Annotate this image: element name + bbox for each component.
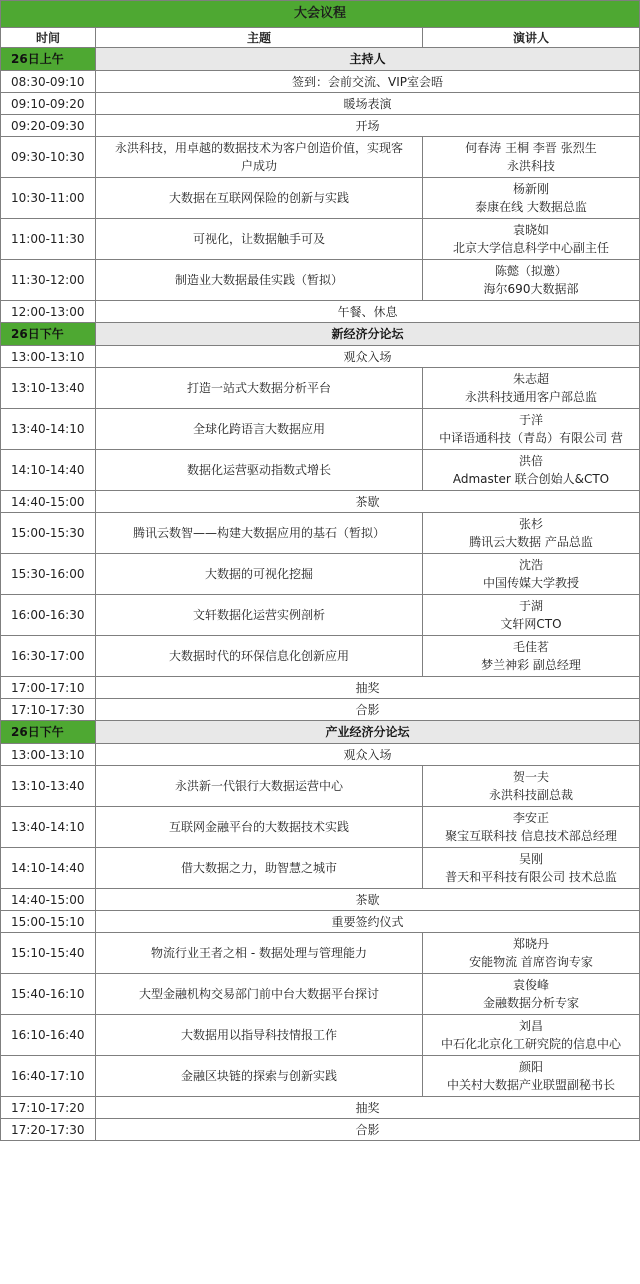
speaker-name: 于洋 bbox=[518, 413, 543, 427]
event-cell: 签到：会前交流、VIP室会晤 bbox=[96, 71, 640, 93]
agenda-row bbox=[1, 71, 640, 93]
speaker-name: 何春涛 王桐 李晋 张烈生 bbox=[465, 141, 597, 155]
section-day: 26日上午 bbox=[1, 48, 96, 71]
speaker-name: 贺一夫 bbox=[512, 770, 549, 784]
event-cell: 暖场表演 bbox=[96, 93, 640, 115]
time-cell: 17:10-17:30 bbox=[1, 699, 96, 721]
speaker-name: 杨新刚 bbox=[512, 182, 549, 196]
speaker-name: 毛佳茗 bbox=[512, 640, 549, 654]
topic-cell bbox=[96, 933, 423, 974]
topic-line: 户成功 bbox=[240, 159, 277, 173]
speaker-cell bbox=[423, 636, 640, 677]
agenda-row bbox=[1, 807, 640, 848]
topic-line: 永洪新一代银行大数据运营中心 bbox=[174, 779, 343, 793]
speaker-cell bbox=[423, 974, 640, 1015]
time-cell: 15:00-15:30 bbox=[1, 513, 96, 554]
speaker-name: 袁俊峰 bbox=[512, 978, 549, 992]
speaker-title: 聚宝互联科技 信息技术部总经理 bbox=[445, 829, 617, 843]
agenda-row bbox=[1, 974, 640, 1015]
speaker-name: 袁晓如 bbox=[512, 223, 549, 237]
agenda-row bbox=[1, 911, 640, 933]
speaker-title: 普天和平科技有限公司 技术总监 bbox=[445, 870, 617, 884]
time-cell: 11:00-11:30 bbox=[1, 219, 96, 260]
topic-line: 大数据的可视化挖掘 bbox=[204, 567, 313, 581]
topic-line: 物流行业王者之相 - 数据处理与管理能力 bbox=[151, 946, 367, 960]
speaker-cell bbox=[423, 848, 640, 889]
event-cell: 开场 bbox=[96, 115, 640, 137]
speaker-cell bbox=[423, 409, 640, 450]
topic-line: 永洪科技，用卓越的数据技术为客户创造价值，实现客 bbox=[114, 141, 403, 155]
agenda-row bbox=[1, 889, 640, 911]
time-cell: 14:40-15:00 bbox=[1, 889, 96, 911]
time-cell: 13:10-13:40 bbox=[1, 368, 96, 409]
agenda-row bbox=[1, 450, 640, 491]
topic-line: 可视化，让数据触手可及 bbox=[192, 232, 325, 246]
speaker-name: 于湖 bbox=[518, 599, 543, 613]
agenda-row bbox=[1, 699, 640, 721]
agenda-row bbox=[1, 744, 640, 766]
agenda-row bbox=[1, 554, 640, 595]
time-cell: 13:40-14:10 bbox=[1, 409, 96, 450]
agenda-row bbox=[1, 346, 640, 368]
topic-cell bbox=[96, 450, 423, 491]
topic-cell bbox=[96, 137, 423, 178]
speaker-title: 海尔690大数据部 bbox=[483, 282, 579, 296]
speaker-cell bbox=[423, 766, 640, 807]
time-cell: 16:40-17:10 bbox=[1, 1056, 96, 1097]
topic-cell bbox=[96, 260, 423, 301]
speaker-name: 陈懿（拟邀） bbox=[494, 264, 567, 278]
agenda-row bbox=[1, 137, 640, 178]
speaker-cell bbox=[423, 1056, 640, 1097]
speaker-name: 张杉 bbox=[518, 517, 543, 531]
time-cell: 13:10-13:40 bbox=[1, 766, 96, 807]
speaker-cell bbox=[423, 807, 640, 848]
time-cell: 14:40-15:00 bbox=[1, 491, 96, 513]
event-cell: 抽奖 bbox=[96, 1097, 640, 1119]
speaker-name: 李安正 bbox=[512, 811, 549, 825]
topic-line: 大数据在互联网保险的创新与实践 bbox=[168, 191, 349, 205]
topic-cell bbox=[96, 178, 423, 219]
time-cell: 11:30-12:00 bbox=[1, 260, 96, 301]
column-header-row bbox=[1, 28, 640, 48]
speaker-title: 北京大学信息科学中心副主任 bbox=[452, 241, 609, 255]
topic-line: 大数据时代的环保信息化创新应用 bbox=[168, 649, 349, 663]
agenda-row bbox=[1, 301, 640, 323]
time-cell: 08:30-09:10 bbox=[1, 71, 96, 93]
topic-cell bbox=[96, 848, 423, 889]
header-topic: 主题 bbox=[96, 28, 423, 48]
speaker-cell bbox=[423, 1015, 640, 1056]
speaker-title: 永洪科技 bbox=[506, 159, 555, 173]
agenda-row bbox=[1, 595, 640, 636]
agenda-row bbox=[1, 1056, 640, 1097]
section-header-row bbox=[1, 323, 640, 346]
topic-cell bbox=[96, 219, 423, 260]
agenda-title: 大会议程 bbox=[1, 1, 640, 28]
speaker-name: 郑晓丹 bbox=[512, 937, 549, 951]
time-cell: 15:30-16:00 bbox=[1, 554, 96, 595]
header-speaker: 演讲人 bbox=[423, 28, 640, 48]
speaker-name: 沈浩 bbox=[518, 558, 543, 572]
topic-line: 打造一站式大数据分析平台 bbox=[186, 381, 331, 395]
speaker-name: 朱志超 bbox=[512, 372, 549, 386]
topic-line: 全球化跨语言大数据应用 bbox=[192, 422, 325, 436]
topic-cell bbox=[96, 513, 423, 554]
speaker-title: 中石化北京化工研究院的信息中心 bbox=[440, 1037, 621, 1051]
speaker-name: 颜阳 bbox=[518, 1060, 543, 1074]
speaker-title: 永洪科技通用客户部总监 bbox=[464, 390, 597, 404]
agenda-title-row bbox=[1, 1, 640, 28]
speaker-title: 文轩网CTO bbox=[500, 617, 562, 631]
event-cell: 重要签约仪式 bbox=[96, 911, 640, 933]
agenda-row bbox=[1, 636, 640, 677]
speaker-cell bbox=[423, 554, 640, 595]
agenda-row bbox=[1, 115, 640, 137]
agenda-row bbox=[1, 766, 640, 807]
topic-cell bbox=[96, 595, 423, 636]
speaker-cell bbox=[423, 219, 640, 260]
speaker-cell bbox=[423, 368, 640, 409]
event-cell: 合影 bbox=[96, 1119, 640, 1141]
speaker-title: 泰康在线 大数据总监 bbox=[475, 200, 587, 214]
time-cell: 15:40-16:10 bbox=[1, 974, 96, 1015]
time-cell: 17:20-17:30 bbox=[1, 1119, 96, 1141]
time-cell: 14:10-14:40 bbox=[1, 848, 96, 889]
time-cell: 09:10-09:20 bbox=[1, 93, 96, 115]
topic-cell bbox=[96, 636, 423, 677]
time-cell: 09:20-09:30 bbox=[1, 115, 96, 137]
agenda-row bbox=[1, 178, 640, 219]
header-time: 时间 bbox=[1, 28, 96, 48]
section-title: 产业经济分论坛 bbox=[96, 721, 640, 744]
time-cell: 10:30-11:00 bbox=[1, 178, 96, 219]
section-day: 26日下午 bbox=[1, 323, 96, 346]
agenda-row bbox=[1, 677, 640, 699]
speaker-name: 洪倍 bbox=[518, 454, 543, 468]
topic-line: 腾讯云数智——构建大数据应用的基石（暂拟） bbox=[132, 526, 385, 540]
speaker-cell bbox=[423, 933, 640, 974]
agenda-row bbox=[1, 1119, 640, 1141]
topic-cell bbox=[96, 554, 423, 595]
speaker-name: 吴刚 bbox=[518, 852, 543, 866]
topic-cell bbox=[96, 766, 423, 807]
topic-line: 借大数据之力，助智慧之城市 bbox=[180, 861, 337, 875]
speaker-cell bbox=[423, 450, 640, 491]
time-cell: 13:00-13:10 bbox=[1, 744, 96, 766]
time-cell: 13:40-14:10 bbox=[1, 807, 96, 848]
time-cell: 15:00-15:10 bbox=[1, 911, 96, 933]
speaker-title: 安能物流 首席咨询专家 bbox=[469, 955, 593, 969]
topic-cell bbox=[96, 974, 423, 1015]
event-cell: 茶歇 bbox=[96, 491, 640, 513]
speaker-title: 腾讯云大数据 产品总监 bbox=[469, 535, 593, 549]
topic-cell bbox=[96, 409, 423, 450]
time-cell: 14:10-14:40 bbox=[1, 450, 96, 491]
event-cell: 观众入场 bbox=[96, 744, 640, 766]
agenda-row bbox=[1, 409, 640, 450]
event-cell: 观众入场 bbox=[96, 346, 640, 368]
speaker-title: Admaster 联合创始人&CTO bbox=[452, 472, 610, 486]
agenda-row bbox=[1, 1097, 640, 1119]
speaker-title: 中译语通科技（青岛）有限公司 营 bbox=[439, 431, 623, 445]
speaker-cell bbox=[423, 178, 640, 219]
section-day: 26日下午 bbox=[1, 721, 96, 744]
section-header-row bbox=[1, 721, 640, 744]
speaker-cell bbox=[423, 260, 640, 301]
topic-cell bbox=[96, 368, 423, 409]
event-cell: 合影 bbox=[96, 699, 640, 721]
topic-cell bbox=[96, 1015, 423, 1056]
agenda-row bbox=[1, 513, 640, 554]
speaker-cell bbox=[423, 513, 640, 554]
section-title: 主持人 bbox=[96, 48, 640, 71]
speaker-title: 中关村大数据产业联盟副秘书长 bbox=[446, 1078, 615, 1092]
speaker-name: 刘昌 bbox=[518, 1019, 543, 1033]
speaker-title: 金融数据分析专家 bbox=[482, 996, 579, 1010]
time-cell: 09:30-10:30 bbox=[1, 137, 96, 178]
event-cell: 午餐、休息 bbox=[96, 301, 640, 323]
time-cell: 16:00-16:30 bbox=[1, 595, 96, 636]
agenda-row bbox=[1, 219, 640, 260]
agenda-row bbox=[1, 1015, 640, 1056]
agenda-row bbox=[1, 93, 640, 115]
agenda-row bbox=[1, 491, 640, 513]
time-cell: 16:10-16:40 bbox=[1, 1015, 96, 1056]
speaker-cell bbox=[423, 595, 640, 636]
speaker-cell bbox=[423, 137, 640, 178]
topic-line: 制造业大数据最佳实践（暂拟） bbox=[174, 273, 343, 287]
event-cell: 抽奖 bbox=[96, 677, 640, 699]
speaker-title: 永洪科技副总裁 bbox=[488, 788, 573, 802]
topic-cell bbox=[96, 1056, 423, 1097]
topic-line: 互联网金融平台的大数据技术实践 bbox=[168, 820, 349, 834]
topic-line: 金融区块链的探索与创新实践 bbox=[180, 1069, 337, 1083]
speaker-title: 中国传媒大学教授 bbox=[482, 576, 579, 590]
topic-cell bbox=[96, 807, 423, 848]
topic-line: 大数据用以指导科技情报工作 bbox=[180, 1028, 337, 1042]
agenda-row bbox=[1, 368, 640, 409]
topic-line: 数据化运营驱动指数式增长 bbox=[186, 463, 331, 477]
topic-line: 大型金融机构交易部门前中台大数据平台探讨 bbox=[138, 987, 379, 1001]
topic-line: 文轩数据化运营实例剖析 bbox=[192, 608, 325, 622]
time-cell: 17:10-17:20 bbox=[1, 1097, 96, 1119]
section-title: 新经济分论坛 bbox=[96, 323, 640, 346]
agenda-row bbox=[1, 848, 640, 889]
event-cell: 茶歇 bbox=[96, 889, 640, 911]
speaker-title: 梦兰神彩 副总经理 bbox=[481, 658, 581, 672]
agenda-row bbox=[1, 933, 640, 974]
section-header-row bbox=[1, 48, 640, 71]
time-cell: 17:00-17:10 bbox=[1, 677, 96, 699]
time-cell: 15:10-15:40 bbox=[1, 933, 96, 974]
time-cell: 16:30-17:00 bbox=[1, 636, 96, 677]
time-cell: 12:00-13:00 bbox=[1, 301, 96, 323]
time-cell: 13:00-13:10 bbox=[1, 346, 96, 368]
agenda-row bbox=[1, 260, 640, 301]
